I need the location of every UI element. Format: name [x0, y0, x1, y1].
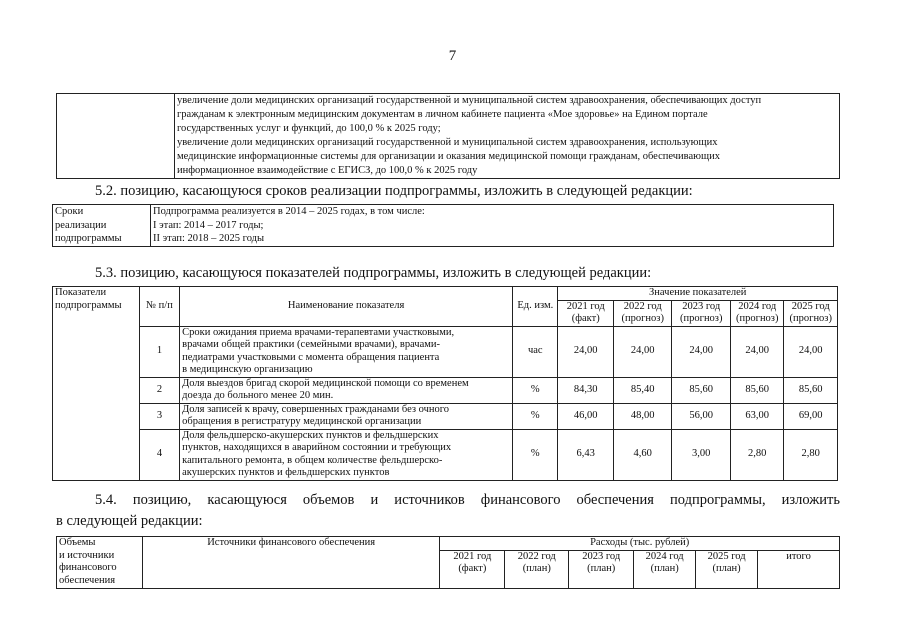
terms-line: Подпрограмма реализуется в 2014 – 2025 годах, в том числе:: [153, 206, 425, 217]
col-name-header: Наименование показателя: [180, 287, 513, 327]
row-value: 3,00: [672, 429, 731, 480]
terms-line: I этап: 2014 – 2017 годы;: [153, 219, 264, 231]
row-value: 56,00: [672, 403, 731, 429]
row-value: 84,30: [558, 377, 613, 403]
funding-table: [56, 536, 840, 589]
indicators-label-cell: [53, 287, 140, 481]
row-name: Доля записей к врачу, совершенных гражданами без очного обращения в регистратуру медицинской организации: [180, 403, 513, 429]
row-num: 4: [139, 429, 179, 480]
row-value: 24,00: [672, 326, 731, 377]
col-num-header: № п/п: [139, 287, 179, 327]
indicators-label-line: подпрограммы: [55, 299, 122, 311]
terms-label-line: реализации: [55, 219, 107, 231]
col-values-header: Значение показателей: [558, 287, 838, 301]
year-header: 2021 год (факт): [558, 300, 613, 326]
row-unit: %: [513, 403, 558, 429]
row-name: Доля выездов бригад скорой медицинской помощи со временем доезда до больного менее 20 мин.: [180, 377, 513, 403]
row-value: 46,00: [558, 403, 613, 429]
row-name: Сроки ожидания приема врачами-терапевтами участковыми, врачами общей практики (семейными врачами), врачами- педиатрами участковыми с момента обращения пациента в медицинскую организацию: [180, 326, 513, 377]
indicators-label-line: Показатели: [55, 287, 107, 298]
target-line: информационное взаимодействие с ЕГИСЗ, до 100,0 % к 2025 году: [177, 165, 478, 176]
terms-label-line: подпрограммы: [55, 233, 122, 244]
indicators-table: [52, 286, 838, 481]
row-unit: %: [513, 377, 558, 403]
target-line: гражданам к электронным медицинским документам в личном кабинете пациента «Мое здоровье» на Едином портале: [177, 109, 708, 120]
row-num: 1: [139, 326, 179, 377]
row-value: 2,80: [784, 429, 838, 480]
row-value: 85,60: [672, 377, 731, 403]
row-value: 24,00: [613, 326, 672, 377]
year-header: 2022 год (план): [505, 550, 569, 588]
year-header: 2021 год (факт): [440, 550, 505, 588]
table-row: [53, 377, 838, 403]
row-value: 4,60: [613, 429, 672, 480]
col-expenses-header: Расходы (тыс. рублей): [440, 537, 840, 551]
year-header: 2023 год (прогноз): [672, 300, 731, 326]
row-value: 24,00: [784, 326, 838, 377]
year-header: 2025 год (прогноз): [784, 300, 838, 326]
table-row: [53, 326, 838, 377]
heading-5-3: 5.3. позицию, касающуюся показателей подпрограммы, изложить в следующей редакции:: [95, 265, 652, 281]
row-num: 3: [139, 403, 179, 429]
row-value: 85,40: [613, 377, 672, 403]
terms-label-cell: [53, 205, 151, 247]
row-value: 85,60: [731, 377, 784, 403]
row-num: 2: [139, 377, 179, 403]
funding-label-cell: Объемы и источники финансового обеспечения: [57, 537, 143, 589]
heading-5-4-cont: в следующей редакции:: [56, 513, 203, 529]
target-line: увеличение доли медицинских организаций государственной и муниципальной систем здравоохранения, использующих: [177, 137, 718, 148]
target-line: медицинские информационные системы для организации и оказания медицинской помощи гражданам, обеспечивающих: [177, 151, 720, 162]
terms-line: II этап: 2018 – 2025 годы: [153, 233, 265, 244]
col-sources-header: Источники финансового обеспечения: [142, 537, 439, 589]
row-value: 6,43: [558, 429, 613, 480]
col-total-header: итого: [758, 550, 840, 588]
row-value: 48,00: [613, 403, 672, 429]
heading-5-2: 5.2. позицию, касающуюся сроков реализации подпрограммы, изложить в следующей редакции:: [95, 183, 693, 199]
year-header: 2025 год (план): [696, 550, 758, 588]
page-number: 7: [448, 48, 457, 64]
row-value: 63,00: [731, 403, 784, 429]
table-row: [53, 403, 838, 429]
col-unit-header: Ед. изм.: [513, 287, 558, 327]
row-value: 85,60: [784, 377, 838, 403]
year-header: 2024 год (план): [634, 550, 696, 588]
target-line: увеличение доли медицинских организаций государственной и муниципальной систем здравоохранения, обеспечивающих доступ: [177, 95, 762, 106]
terms-table: [52, 204, 834, 247]
year-header: 2022 год (прогноз): [613, 300, 672, 326]
table-row: [53, 429, 838, 480]
terms-label-line: Сроки: [55, 206, 84, 217]
row-unit: час: [513, 326, 558, 377]
target-line: государственных услуг и функций, до 100,0 % к 2025 году;: [177, 123, 441, 134]
targets-table: [56, 93, 840, 179]
terms-text-cell: [151, 205, 834, 247]
row-value: 24,00: [731, 326, 784, 377]
targets-text-cell: [175, 94, 840, 179]
row-value: 24,00: [558, 326, 613, 377]
row-name: Доля фельдшерско-акушерских пунктов и фельдшерских пунктов, находящихся в аварийном состоянии и требующих капитального ремонта, в общем количестве фельдшерско- акушерских пунктов и фельдшерских пунктов: [180, 429, 513, 480]
heading-5-4: 5.4. позицию, касающуюся объемов и источников финансового обеспечения подпрограммы, изложить: [95, 492, 840, 508]
row-value: 69,00: [784, 403, 838, 429]
year-header: 2024 год (прогноз): [731, 300, 784, 326]
targets-label-cell: [57, 94, 175, 179]
year-header: 2023 год (план): [569, 550, 634, 588]
row-unit: %: [513, 429, 558, 480]
row-value: 2,80: [731, 429, 784, 480]
